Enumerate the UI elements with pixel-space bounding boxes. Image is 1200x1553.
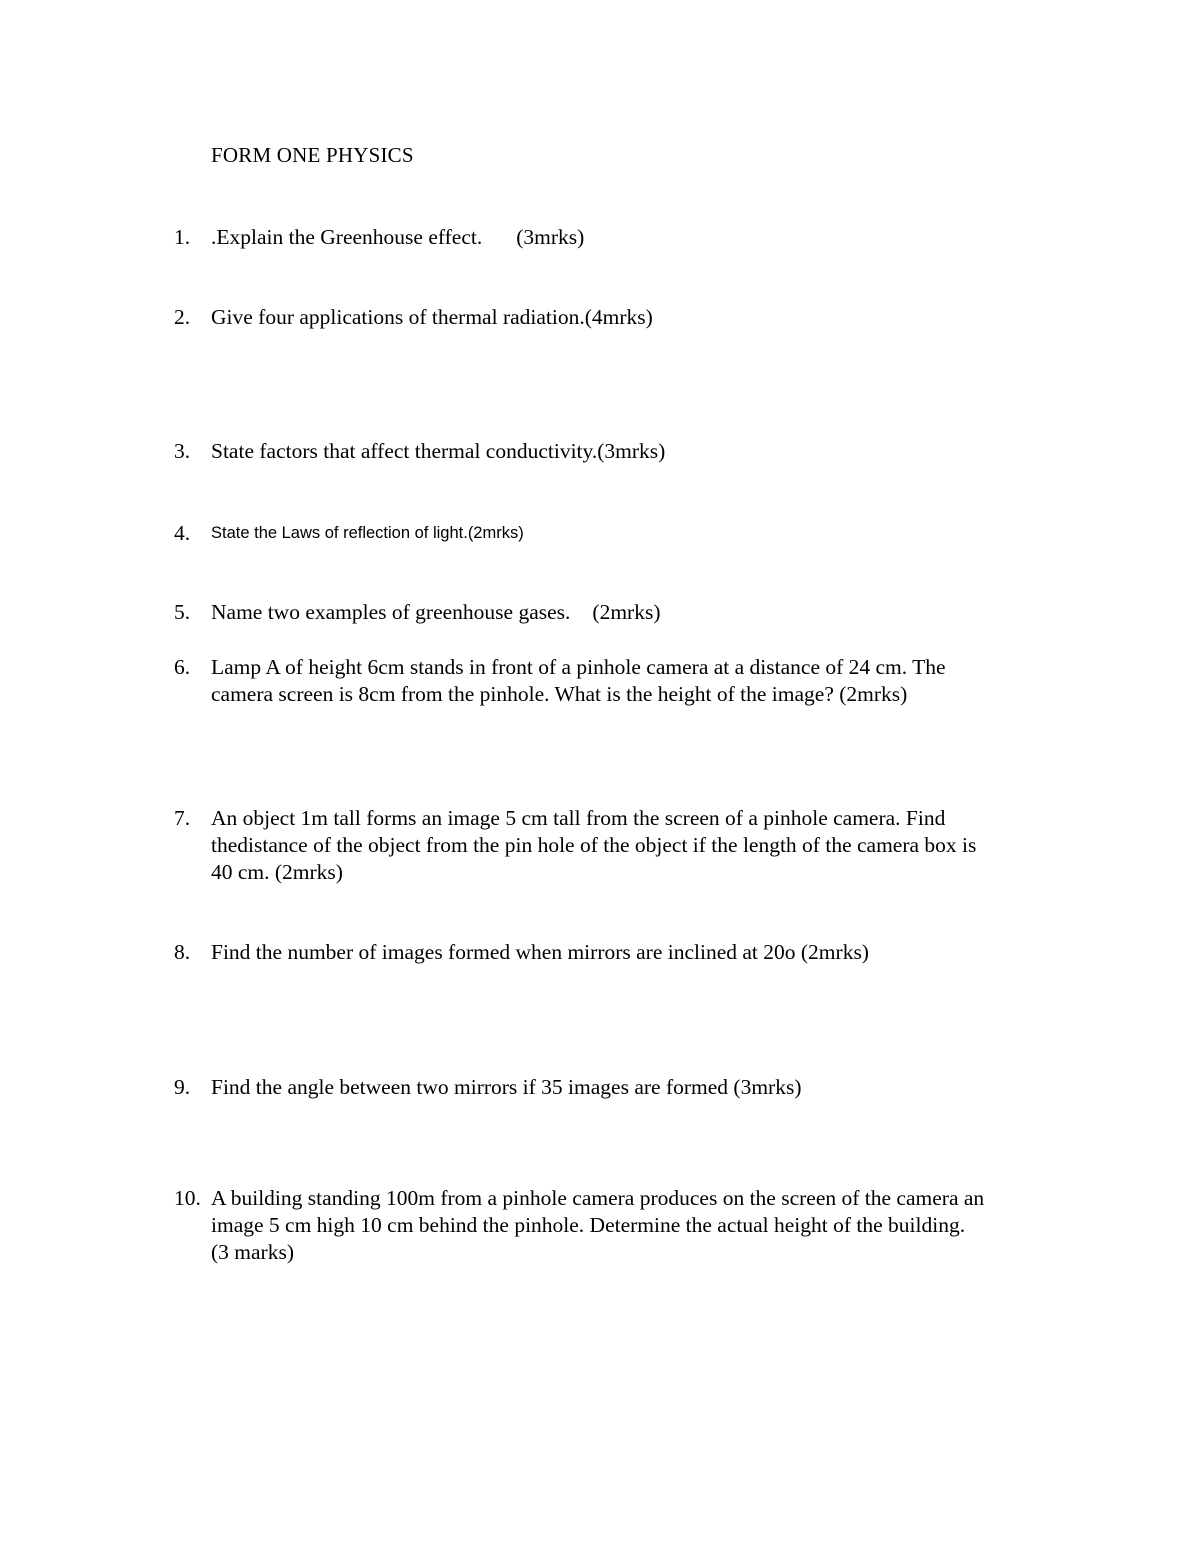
question-text-line: An object 1m tall forms an image 5 cm tall from the screen of a pinhole camera. Find (211, 806, 946, 830)
question-number: 1. (174, 225, 191, 249)
question-text (211, 1074, 1071, 1101)
question-text-line: 40 cm. (2mrks) (211, 860, 343, 884)
question-text-line: Find the number of images formed when mirrors are inclined at 20o (2mrks) (211, 940, 869, 964)
question-text-line: Find the angle between two mirrors if 35 images are formed (3mrks) (211, 1075, 802, 1099)
question-text (211, 805, 1071, 886)
question-text-line: Give four applications of thermal radiation.(4mrks) (211, 305, 653, 329)
question-marks: (2mrks) (592, 600, 661, 624)
question-text-line: .Explain the Greenhouse effect. (211, 225, 483, 249)
question-text-line: Name two examples of greenhouse gases. (211, 600, 571, 624)
question-text-line: Lamp A of height 6cm stands in front of a pinhole camera at a distance of 24 cm. The (211, 655, 946, 679)
question-number: 2. (174, 305, 191, 329)
question-text-line: camera screen is 8cm from the pinhole. What is the height of the image? (2mrks) (211, 682, 908, 706)
question-text (211, 520, 1071, 547)
question-text-line: image 5 cm high 10 cm behind the pinhole. Determine the actual height of the building. (211, 1213, 966, 1237)
question-text (211, 304, 1071, 331)
question-text (211, 939, 1071, 966)
question-number: 3. (174, 439, 191, 463)
question-text-line: A building standing 100m from a pinhole camera produces on the screen of the camera an (211, 1186, 985, 1210)
question-number: 4. (174, 521, 191, 545)
question-number: 6. (174, 655, 191, 679)
page-title: FORM ONE PHYSICS (211, 143, 414, 167)
question-text (211, 438, 1071, 465)
question-number: 5. (174, 600, 191, 624)
question-text (211, 224, 1071, 251)
question-marks: (3mrks) (516, 225, 585, 249)
question-text (211, 654, 1071, 708)
question-text-line: State factors that affect thermal conductivity.(3mrks) (211, 439, 666, 463)
question-text-line: (3 marks) (211, 1240, 294, 1264)
question-number: 7. (174, 806, 191, 830)
question-number: 8. (174, 940, 191, 964)
question-text (211, 599, 1071, 626)
question-number: 10. (174, 1186, 201, 1210)
question-text (211, 1185, 1071, 1266)
question-number: 9. (174, 1075, 191, 1099)
question-text-line: thedistance of the object from the pin hole of the object if the length of the camera box is (211, 833, 977, 857)
question-text-line: State the Laws of reflection of light.(2mrks) (211, 524, 524, 542)
